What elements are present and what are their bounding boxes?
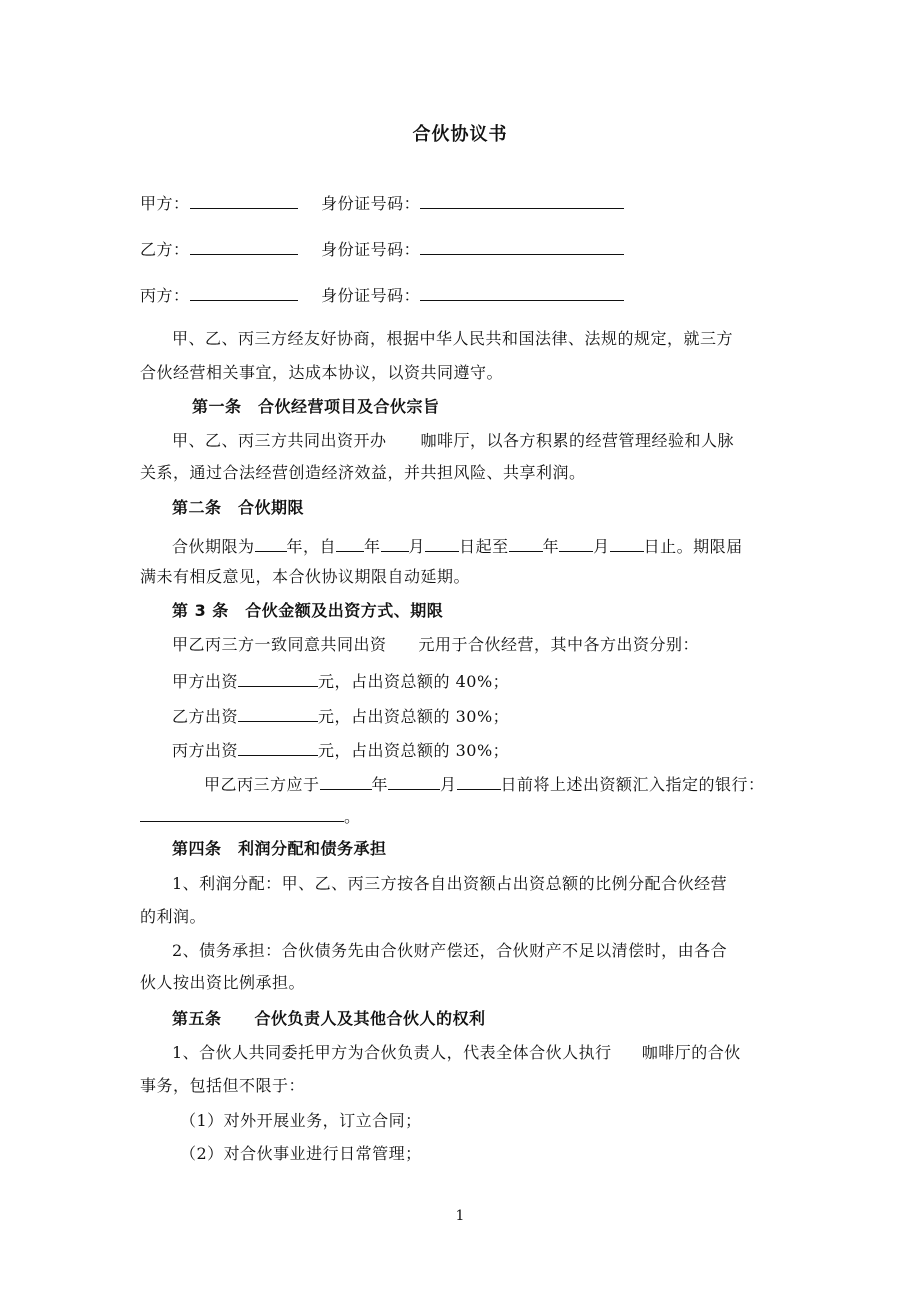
intro-line-2: 合伙经营相关事宜，达成本协议，以资共同遵守。 xyxy=(140,363,504,382)
term-text-5: 日起至 xyxy=(459,537,509,556)
party-a-blank xyxy=(190,190,298,209)
page-number: 1 xyxy=(455,1208,465,1224)
party-a-id-label: 身份证号码： xyxy=(321,194,421,213)
term-text-7: 月 xyxy=(593,537,610,556)
party-c-id-blank xyxy=(420,282,624,301)
intro-line-1: 甲、乙、丙三方经友好协商，根据中华人民共和国法律、法规的规定，就三方 xyxy=(172,329,734,348)
article-5-item-2: （2）对合伙事业进行日常管理； xyxy=(180,1144,422,1163)
due-text-1: 甲乙丙三方应于 xyxy=(204,775,320,794)
article-3-text-b: 元用于合伙经营，其中各方出资分别： xyxy=(418,635,700,654)
start-month-blank xyxy=(381,533,409,552)
article-3-heading: 第 3 条 合伙金额及出资方式、期限 xyxy=(172,601,444,620)
contribution-a-share: 元，占出资总额的 40%； xyxy=(318,672,510,691)
contribution-c-share: 元，占出资总额的 30%； xyxy=(318,741,510,760)
party-a-label: 甲方： xyxy=(140,194,190,213)
article-2-heading: 第二条 合伙期限 xyxy=(172,498,305,517)
end-month-blank xyxy=(559,533,593,552)
article-1-heading: 第一条 合伙经营项目及合伙宗旨 xyxy=(192,397,440,416)
article-2-line-2: 满未有相反意见，本合伙协议期限自动延期。 xyxy=(140,567,471,586)
due-text-3: 月 xyxy=(440,775,457,794)
debt-line-1: 2、债务承担：合伙债务先由合伙财产偿还，合伙财产不足以清偿时，由各合 xyxy=(172,941,728,960)
term-text-4: 月 xyxy=(408,537,426,556)
party-c-blank xyxy=(190,282,298,301)
profit-line-1: 1、利润分配：甲、乙、丙三方按各自出资额占出资总额的比例分配合伙经营 xyxy=(172,874,728,893)
contribution-a-label: 甲方出资 xyxy=(172,672,239,691)
article-1-text-b: 咖啡厅，以各方积累的经营管理经验和人脉 xyxy=(420,431,735,450)
party-c-label: 丙方： xyxy=(140,286,190,305)
article-1-line-2: 关系，通过合法经营创造经济效益，并共担风险、共享利润。 xyxy=(140,463,586,482)
start-day-blank xyxy=(425,533,459,552)
party-b-id-blank xyxy=(420,236,624,255)
party-b-blank xyxy=(190,236,298,255)
contribution-c xyxy=(172,737,509,762)
party-b-label: 乙方： xyxy=(140,240,190,259)
bank-line-end: 。 xyxy=(344,807,361,826)
article-1-line-1 xyxy=(172,430,734,452)
contribution-c-label: 丙方出资 xyxy=(172,741,239,760)
party-c-id-label: 身份证号码： xyxy=(321,286,421,305)
start-year-blank xyxy=(336,533,364,552)
due-text-4: 日前将上述出资额汇入指定的银行： xyxy=(500,775,765,794)
due-text-2: 年 xyxy=(371,775,389,794)
profit-line-2: 的利润。 xyxy=(140,907,207,926)
end-year-blank xyxy=(509,533,543,552)
contribution-b-blank xyxy=(238,703,318,722)
term-text-6: 年 xyxy=(542,537,560,556)
bank-line xyxy=(140,803,361,828)
article-5-line-1 xyxy=(172,1042,741,1064)
term-text-3: 年 xyxy=(364,537,381,556)
contribution-c-blank xyxy=(238,737,318,756)
due-month-blank xyxy=(388,771,440,790)
article-2-line-1 xyxy=(172,533,743,558)
contribution-b xyxy=(172,703,509,728)
article-3-text-a: 甲乙丙三方一致同意共同出资 xyxy=(172,635,387,654)
article-5-text-b: 咖啡厅的合伙 xyxy=(641,1043,741,1062)
due-year-blank xyxy=(320,771,372,790)
due-day-blank xyxy=(457,771,501,790)
article-4-heading: 第四条 利润分配和债务承担 xyxy=(172,839,387,858)
contribution-a xyxy=(172,668,509,693)
term-text-1: 合伙期限为 xyxy=(172,537,255,556)
article-3-line-1 xyxy=(172,634,699,656)
article-5-line-2: 事务，包括但不限于： xyxy=(140,1076,306,1095)
document-title: 合伙协议书 xyxy=(412,124,508,145)
contribution-b-label: 乙方出资 xyxy=(172,707,239,726)
party-b-id-label: 身份证号码： xyxy=(321,240,421,259)
bank-blank xyxy=(140,803,344,822)
party-a-line xyxy=(140,190,624,215)
contribution-a-blank xyxy=(238,668,318,687)
debt-line-2: 伙人按出资比例承担。 xyxy=(140,973,306,992)
article-5-heading: 第五条 合伙负责人及其他合伙人的权利 xyxy=(172,1009,486,1028)
article-5-item-1: （1）对外开展业务，订立合同； xyxy=(180,1111,422,1130)
term-text-2: 年，自 xyxy=(286,537,337,556)
party-b-line xyxy=(140,236,624,261)
contribution-b-share: 元，占出资总额的 30%； xyxy=(318,707,510,726)
article-5-text-a: 1、合伙人共同委托甲方为合伙负责人，代表全体合伙人执行 xyxy=(172,1043,612,1062)
term-years-blank xyxy=(255,533,287,552)
term-text-8: 日止。期限届 xyxy=(643,537,743,556)
article-1-text-a: 甲、乙、丙三方共同出资开办 xyxy=(172,431,387,450)
party-a-id-blank xyxy=(420,190,624,209)
payment-due-line xyxy=(204,771,765,796)
end-day-blank xyxy=(610,533,644,552)
party-c-line xyxy=(140,282,624,307)
